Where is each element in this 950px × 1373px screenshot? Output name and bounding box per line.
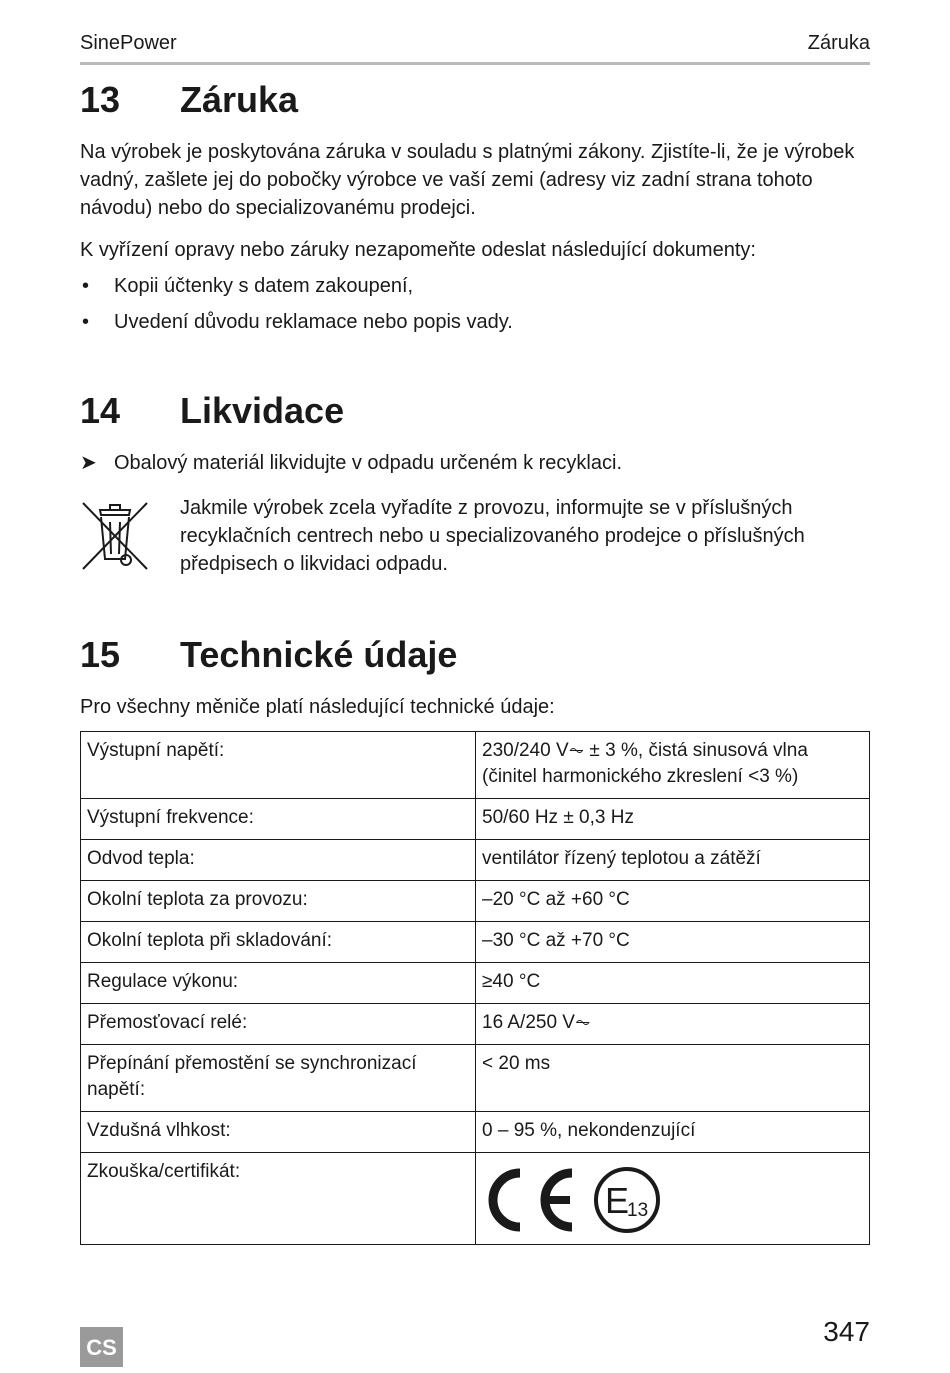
spec-label: Okolní teplota za provozu: xyxy=(81,881,476,922)
spec-value: –20 °C až +60 °C xyxy=(476,881,870,922)
section-title: Technické údaje xyxy=(180,634,458,675)
list-item: • Kopii účtenky s datem zakoupení, xyxy=(80,272,870,308)
spec-label: Vzdušná vlhkost: xyxy=(81,1112,476,1153)
spec-value: 50/60 Hz ± 0,3 Hz xyxy=(476,799,870,840)
spec-value: 0 – 95 %, nekondenzující xyxy=(476,1112,870,1153)
spec-value: 230/240 V⏦ ± 3 %, čistá sinusová vlna (činitel harmonického zkreslení <3 %) xyxy=(476,732,870,799)
spec-label: Výstupní frekvence: xyxy=(81,799,476,840)
table-row xyxy=(81,922,870,963)
section-number: 15 xyxy=(80,634,121,675)
spec-label: Přemosťovací relé: xyxy=(81,1004,476,1045)
section-title: Likvidace xyxy=(180,390,345,431)
spec-label: Odvod tepla: xyxy=(81,840,476,881)
certification-marks xyxy=(482,1159,863,1235)
spec-value: –30 °C až +70 °C xyxy=(476,922,870,963)
disposal-instruction xyxy=(80,449,904,477)
table-row xyxy=(81,1045,870,1112)
table-row xyxy=(81,1112,870,1153)
table-row xyxy=(81,963,870,1004)
e-mark-number: 13 xyxy=(627,1200,649,1221)
spec-label: Výstupní napětí: xyxy=(81,732,476,799)
spec-value-certifications xyxy=(476,1153,870,1245)
arrow-icon: ➤ xyxy=(80,452,97,474)
instruction-text: Obalový materiál likvidujte v odpadu určeném k recyklaci. xyxy=(114,452,622,474)
spec-label: Regulace výkonu: xyxy=(81,963,476,1004)
table-row xyxy=(81,799,870,840)
section-title: Záruka xyxy=(180,79,299,120)
running-header xyxy=(80,30,870,65)
spec-value: < 20 ms xyxy=(476,1045,870,1112)
specs-table xyxy=(80,731,870,1245)
spec-value: 16 A/250 V⏦ xyxy=(476,1004,870,1045)
table-row xyxy=(81,840,870,881)
spec-label: Zkouška/certifikát: xyxy=(81,1153,476,1245)
table-row xyxy=(81,1153,870,1245)
spec-value: ≥40 °C xyxy=(476,963,870,1004)
e13-mark-icon xyxy=(592,1165,662,1235)
documents-list xyxy=(80,272,870,344)
weee-paragraph: Jakmile výrobek zcela vyřadíte z provozu, informujte se v příslušných recyklačních centrech nebo u specializovaného prodejce o příslušných předpisech o likvidaci odpadu. xyxy=(180,497,805,575)
table-row xyxy=(81,732,870,799)
documents-paragraph: K vyřízení opravy nebo záruky nezapomeňte odeslat následující dokumenty: xyxy=(80,239,756,261)
spec-label: Okolní teplota při skladování: xyxy=(81,922,476,963)
page xyxy=(80,0,870,1221)
spec-value: ventilátor řízený teplotou a zátěží xyxy=(476,840,870,881)
warranty-paragraph: Na výrobek je poskytována záruka v souladu s platnými zákony. Zjistíte-li, že je výrobek vadný, zašlete jej do pobočky výrobce ve vaší zemi (adresy viz zadní strana tohoto návodu) nebo do specializovanému prodejci. xyxy=(80,141,855,219)
page-number: 347 xyxy=(823,1316,870,1347)
language-tab: CS xyxy=(80,1327,123,1367)
table-row xyxy=(81,1004,870,1045)
ce-mark-icon xyxy=(482,1167,578,1233)
header-chapter: Záruka xyxy=(807,32,870,54)
section-number: 13 xyxy=(80,79,121,120)
specs-intro: Pro všechny měniče platí následující technické údaje: xyxy=(80,696,555,718)
crossed-out-wheelie-bin-icon xyxy=(80,500,150,572)
list-item: • Uvedení důvodu reklamace nebo popis vady. xyxy=(80,308,870,344)
header-product: SinePower xyxy=(80,32,177,54)
section-number: 14 xyxy=(80,390,121,431)
spec-label: Přepínání přemostění se synchronizací napětí: xyxy=(81,1045,476,1112)
e-mark-letter: E xyxy=(605,1180,630,1221)
table-row xyxy=(81,881,870,922)
